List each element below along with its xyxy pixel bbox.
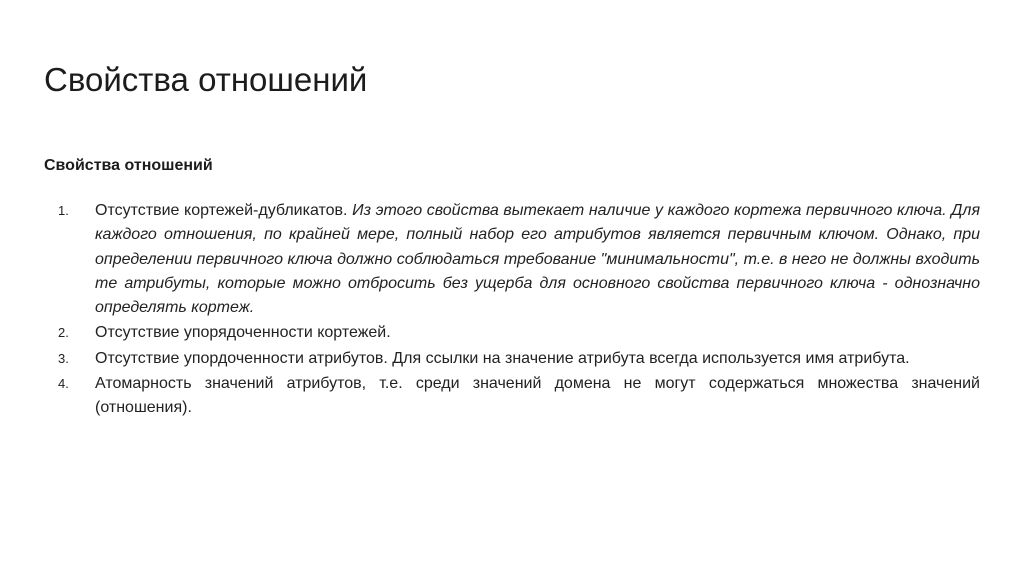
list-item-italic-text: Из этого свойства вытекает наличие у каждого кортежа первичного ключа. Для каждого отношения, по крайней мере, полный набор его атрибутов является первичным ключом. Однако, при определении первичного ключа должно соблюдаться требование "минимальности", т.е. в него не должны входить те атрибуты, которые можно отбросить без ущерба для основного свойства первичного ключа - однозначно определять кортеж. [95,202,981,317]
list-item [44,199,980,320]
slide-title: Свойства отношений [44,61,368,98]
list-item-number: 2. [58,325,69,341]
list-item-text: Отсутствие кортежей-дубликатов. [95,202,348,219]
list-item [44,321,980,345]
properties-list [44,199,980,422]
list-item [44,372,980,421]
section-heading: Свойства отношений [44,157,213,174]
list-item-text: Отсутствие упордоченности атрибутов. Для ссылки на значение атрибута всегда используется имя атрибута. [95,349,910,367]
list-item-text: Атомарность значений атрибутов, т.е. среди значений домена не могут содержаться множества значений (отношения). [95,375,980,417]
list-item-number: 1. [58,203,69,218]
list-item-number: 4. [58,376,69,392]
list-item-number: 3. [58,350,69,366]
list-item [44,347,980,371]
list-item-text: Отсутствие упорядоченности кортежей. [95,324,391,342]
